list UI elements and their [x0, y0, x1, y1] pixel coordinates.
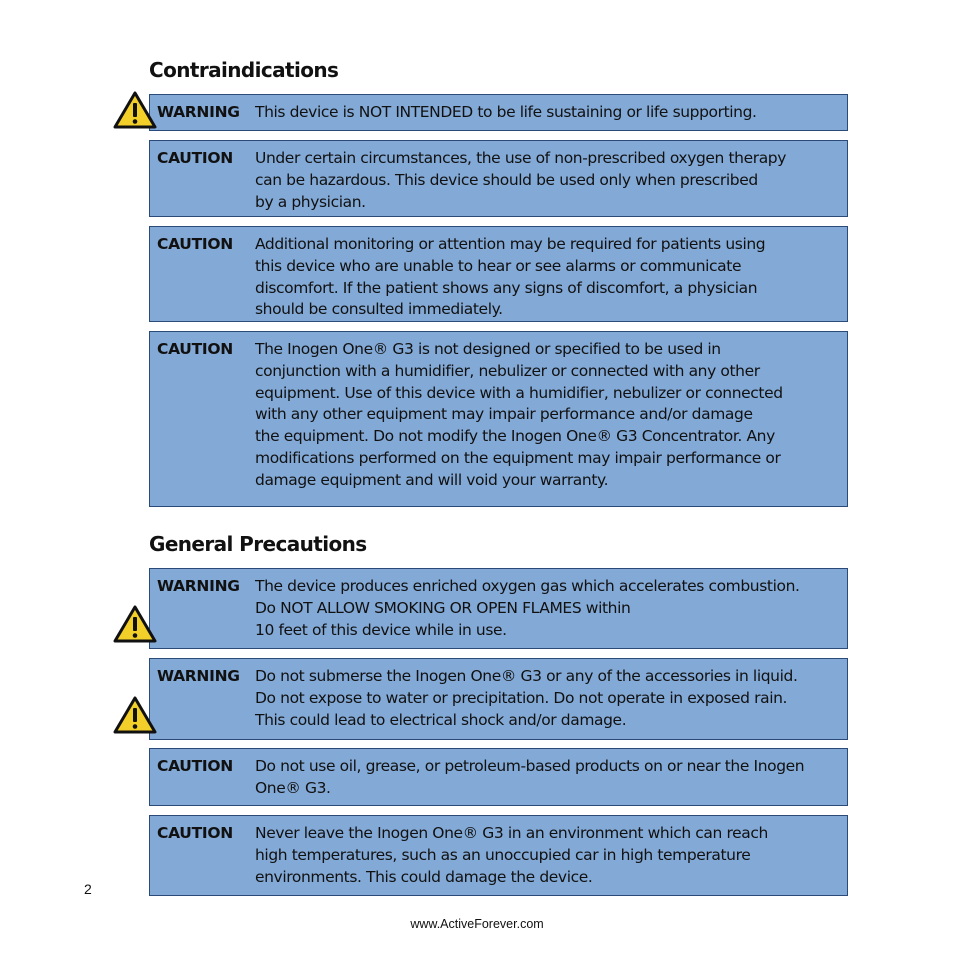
page-number: 2 [84, 881, 92, 897]
section-title-contraindications: Contraindications [149, 58, 339, 82]
notice-text: The Inogen One® G3 is not designed or specified to be used in conjunction with a humidifier, nebulizer or connected with any other equipment. Use of this device with a humidifier, nebulizer or connected with any other equipment may impair performance and/or damage the equipment. Do not modify the Inogen One® G3 Concentrator. Any modifications performed on the equipment may impair performance or damage equipment and will void your warranty. [255, 340, 783, 489]
notice-text: Do not use oil, grease, or petroleum-based products on or near the Inogen One® G3. [255, 757, 805, 797]
footer-url: www.ActiveForever.com [410, 917, 544, 931]
notice-text: Under certain circumstances, the use of non-prescribed oxygen therapy can be hazardous. This device should be used only when prescribed by a physician. [255, 149, 787, 211]
section-title-general-precautions: General Precautions [149, 532, 367, 556]
notice-label: CAUTION [157, 235, 233, 253]
notice-text: This device is NOT INTENDED to be life sustaining or life supporting. [255, 103, 757, 121]
notice-text: Never leave the Inogen One® G3 in an environment which can reach high temperatures, such as an unoccupied car in high temperature environments. This could damage the device. [255, 824, 768, 886]
warning-triangle-icon [112, 90, 158, 130]
notice-caution-oil-grease [149, 748, 848, 806]
notice-caution-monitoring [149, 226, 848, 322]
notice-warning-life-support [149, 94, 848, 131]
notice-label: WARNING [157, 103, 240, 121]
notice-label: WARNING [157, 577, 240, 595]
notice-label: WARNING [157, 667, 240, 685]
notice-label: CAUTION [157, 340, 233, 358]
notice-text: Do not submerse the Inogen One® G3 or any of the accessories in liquid. Do not expose to water or precipitation. Do not operate in exposed rain. This could lead to electrical shock and/or damage. [255, 667, 798, 729]
notice-caution-humidifier [149, 331, 848, 507]
warning-triangle-icon [112, 695, 158, 735]
notice-caution-prescription [149, 140, 848, 217]
notice-caution-high-temperature [149, 815, 848, 896]
notice-text: Additional monitoring or attention may be required for patients using this device who are unable to hear or see alarms or communicate discomfort. If the patient shows any signs of discomfort, a physician should be consulted immediately. [255, 235, 766, 319]
notice-text: The device produces enriched oxygen gas which accelerates combustion. Do NOT ALLOW SMOKING OR OPEN FLAMES within 10 feet of this device while in use. [255, 577, 800, 639]
notice-label: CAUTION [157, 757, 233, 775]
notice-label: CAUTION [157, 824, 233, 842]
warning-triangle-icon [112, 604, 158, 644]
notice-warning-combustion [149, 568, 848, 649]
notice-warning-liquid [149, 658, 848, 740]
notice-label: CAUTION [157, 149, 233, 167]
